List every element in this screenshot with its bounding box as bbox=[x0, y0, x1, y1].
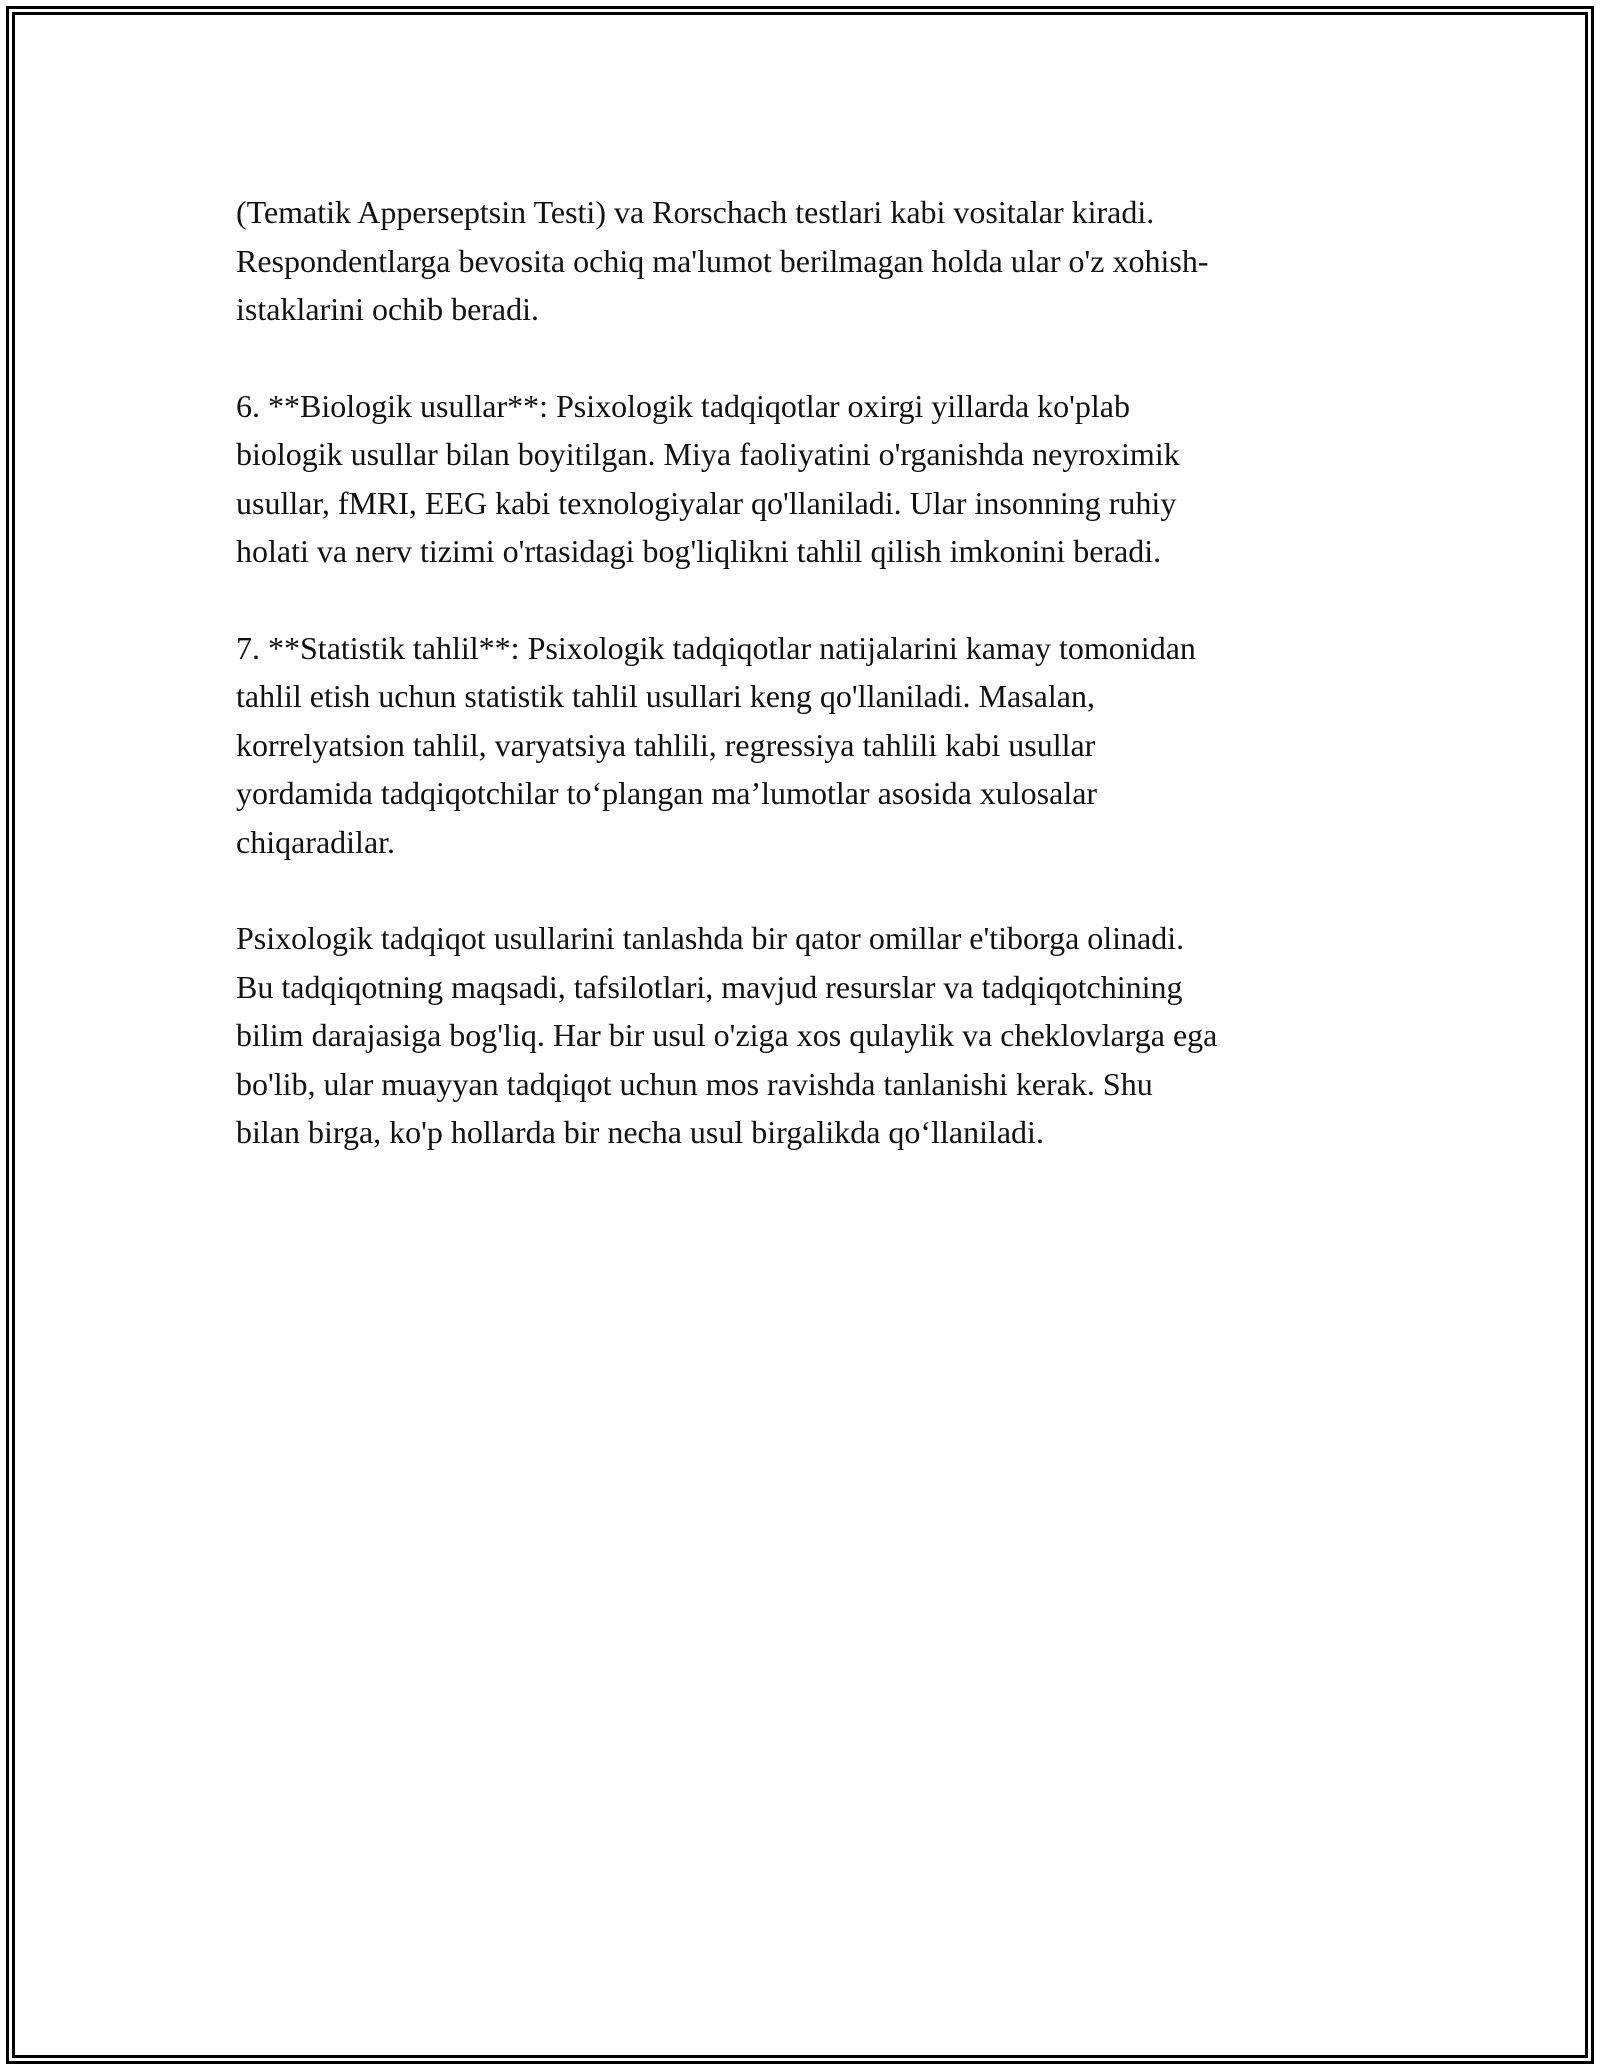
text-line: yordamida tadqiqotchilar to‘plangan ma’lumotlar asosida xulosalar bbox=[236, 775, 1098, 811]
text-line: (Tematik Apperseptsin Testi) va Rorschach testlari kabi vositalar kiradi. bbox=[236, 194, 1155, 230]
text-line: usullar, fMRI, EEG kabi texnologiyalar qo'llaniladi. Ular insonning ruhiy bbox=[236, 484, 1177, 521]
text-line: Bu tadqiqotning maqsadi, tafsilotlari, mavjud resurslar va tadqiqotchining bbox=[236, 968, 1183, 1005]
text-line: korrelyatsion tahlil, varyatsiya tahlili, regressiya tahlili kabi usullar bbox=[236, 726, 1096, 763]
text-line: tahlil etish uchun statistik tahlil usullari keng qo'llaniladi. Masalan, bbox=[236, 678, 1095, 714]
paragraph-method-selection bbox=[236, 914, 1376, 1157]
paragraph-biological-methods bbox=[236, 382, 1376, 576]
text-line: bilim darajasiga bog'liq. Har bir usul o'ziga xos qulaylik va cheklovlarga ega bbox=[236, 1017, 1218, 1053]
text-line: 6. **Biologik usullar**: Psixologik tadqiqotlar oxirgi yillarda ko'plab bbox=[236, 387, 1130, 424]
text-line: bo'lib, ular muayyan tadqiqot uchun mos ravishda tanlanishi kerak. Shu bbox=[236, 1065, 1153, 1102]
text-line: 7. **Statistik tahlil**: Psixologik tadqiqotlar natijalarini kamay tomonidan bbox=[236, 629, 1196, 666]
paragraph-projective-tests bbox=[236, 188, 1376, 334]
text-line: istaklarini ochib beradi. bbox=[236, 291, 540, 327]
document-body bbox=[236, 188, 1376, 1205]
text-line: Psixologik tadqiqot usullarini tanlashda bir qator omillar e'tiborga olinadi. bbox=[236, 920, 1185, 956]
text-line: biologik usullar bilan boyitilgan. Miya faoliyatini o'rganishda neyroximik bbox=[236, 436, 1180, 472]
text-line: Respondentlarga bevosita ochiq ma'lumot berilmagan holda ular o'z xohish- bbox=[236, 242, 1209, 279]
text-line: holati va nerv tizimi o'rtasidagi bog'liqlikni tahlil qilish imkonini beradi. bbox=[236, 533, 1162, 569]
text-line: chiqaradilar. bbox=[236, 823, 396, 860]
paragraph-statistical-analysis bbox=[236, 624, 1376, 867]
text-line: bilan birga, ko'p hollarda bir necha usul birgalikda qo‘llaniladi. bbox=[236, 1114, 1044, 1150]
